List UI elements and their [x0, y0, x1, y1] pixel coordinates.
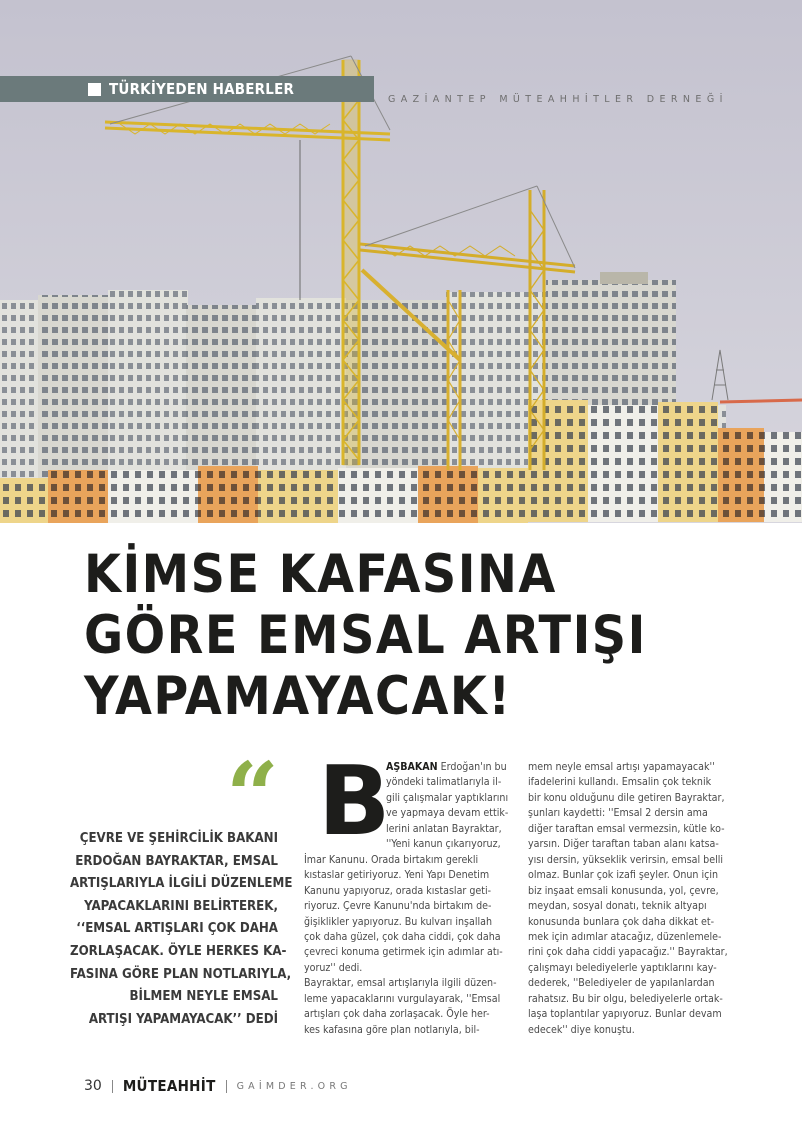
article-first-word: AŞBAKAN: [386, 761, 438, 773]
article-line: yöndeki talimatlarıyla il-: [386, 776, 502, 789]
article-line: şunları kaydetti: ''Emsal 2 dersin ama: [528, 807, 708, 820]
magazine-logo: MÜTEAHHİT: [122, 1077, 216, 1095]
pull-quote-line: ERDOĞAN BAYRAKTAR, EMSAL: [75, 853, 278, 869]
pull-quote-line: BİLMEM NEYLE EMSAL: [129, 989, 278, 1005]
pull-quote-line: ARTIŞLARIYLA İLGİLİ DÜZENLEME: [70, 876, 293, 892]
article-line: çok daha güzel, çok daha ciddi, çok daha: [304, 930, 501, 943]
article-line: riyoruz. Çevre Kanunu'nda birtakım de-: [304, 900, 492, 913]
article-line: lerini anlatan Bayraktar,: [386, 822, 502, 835]
article-line: Bayraktar, emsal artışlarıyla ilgili düzen-: [304, 977, 497, 990]
article-line: edecek'' diye konuştu.: [528, 1023, 635, 1036]
section-label: TÜRKİYEDEN HABERLER: [109, 80, 295, 98]
article-line: rahatsız. Bu bir olgu, belediyelerle ortak-: [528, 992, 723, 1005]
article-line: laşa toplantılar yapıyoruz. Bunlar devam: [528, 1008, 722, 1021]
square-bullet-icon: [88, 83, 101, 96]
article-line: mek için adımlar atacağız, düzenlemele-: [528, 930, 722, 943]
article-line: kıstaslar getiriyoruz. Yeni Yapı Denetim: [304, 869, 490, 882]
article-line: çalışmayı belediyelerle yaptıklarını kay-: [528, 961, 717, 974]
article-line: leme yapacaklarını vurgulayarak, ''Emsal: [304, 992, 501, 1005]
article-line: rini çok daha ciddi yapacağız.'' Bayraktar,: [528, 946, 728, 959]
article-line: yısı dersin, yükseklik verirsin, emsal belli: [528, 853, 724, 866]
article-line: bir konu olduğunu dile getiren Bayraktar,: [528, 791, 725, 804]
article-line: ''Yeni kanun çıkarıyoruz,: [386, 838, 501, 851]
article-line: Kanunu yapıyoruz, orada kıstaslar geti-: [304, 884, 492, 897]
article-line: mem neyle emsal artışı yapamayacak'': [528, 761, 715, 773]
article-line: ve yapmaya devam ettik-: [386, 807, 509, 820]
article-line: diğer taraftan emsal vermezsin, kütle ko-: [528, 822, 725, 835]
headline: [84, 544, 784, 727]
page-footer: [84, 1076, 352, 1096]
article-line: çevreci konuma getirmek için adımlar atı-: [304, 946, 503, 959]
article-line: İmar Kanunu. Orada birtakım gerekli: [304, 853, 479, 866]
article-line: meydan, sosyal donatı, teknik altyapı: [528, 900, 707, 913]
article-column-2: [528, 760, 728, 1038]
section-bar: [0, 76, 374, 102]
pull-quote-line: ARTIŞI YAPAMAYACAK’’ DEDİ: [88, 1011, 278, 1027]
article-line: olmaz. Bunlar çok izafi şeyler. Onun için: [528, 869, 719, 882]
article-line: ğişiklikler yapıyoruz. Bu kulvarı inşallah: [304, 915, 492, 928]
article-line: gili çalışmalar yaptıklarını: [386, 791, 509, 804]
article-line: [304, 760, 514, 775]
article-line: kes kafasına göre plan notlarıyla, bil-: [304, 1023, 480, 1036]
footer-divider: [112, 1080, 113, 1093]
article-line: biz inşaat emsali konusunda, yol, çevre,: [528, 884, 719, 897]
article-column-1: [304, 747, 514, 1038]
pull-quote-line: ZORLAŞACAK. ÖYLE HERKES KA-: [70, 943, 287, 959]
footer-divider: [226, 1080, 227, 1093]
drop-cap: B: [318, 747, 391, 857]
website-link[interactable]: GAİMDER.ORG: [236, 1080, 352, 1092]
headline-line: YAPAMAYACAK!: [84, 666, 512, 727]
article-line: konusunda bunlara çok daha dikkat et-: [528, 915, 715, 928]
article-line: dederek, ''Belediyeler de yapılanlardan: [528, 977, 715, 990]
article-line: ifadelerini kullandı. Emsalin çok teknik: [528, 776, 712, 789]
article-line: yarsın. Diğer taraftan taban alanı katsa-: [528, 838, 719, 851]
association-name: GAZİANTEP MÜTEAHHİTLER DERNEĞİ: [388, 94, 728, 105]
pull-quote-line: ÇEVRE VE ŞEHİRCİLİK BAKANI: [79, 831, 278, 846]
pull-quote-line: YAPACAKLARINI BELİRTEREK,: [84, 898, 278, 914]
article-line: yoruz'' dedi.: [304, 961, 363, 974]
article-line: artışları çok daha zorlaşacak. Öyle her-: [304, 1008, 490, 1021]
article-line-rest: Erdoğan'ın bu: [437, 761, 507, 773]
pull-quote-line: ‘‘EMSAL ARTIŞLARI ÇOK DAHA: [76, 921, 278, 937]
page-number: 30: [84, 1078, 102, 1094]
quote-mark-icon: “: [226, 742, 279, 850]
headline-line: KİMSE KAFASINA: [84, 544, 557, 605]
pull-quote: [70, 828, 293, 1031]
pull-quote-line: FASINA GÖRE PLAN NOTLARIYLA,: [70, 966, 292, 982]
headline-line: GÖRE EMSAL ARTIŞI: [84, 605, 647, 666]
